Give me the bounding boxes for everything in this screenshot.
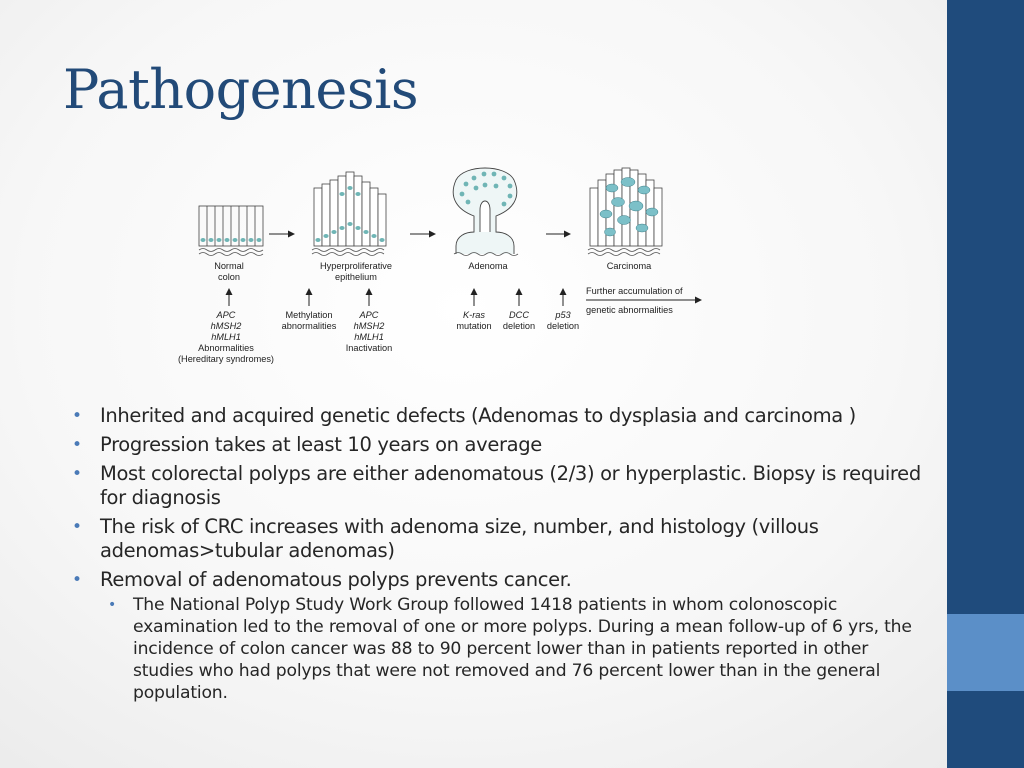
factor-hmlh1-label: hMLH1 — [211, 332, 241, 342]
factor-genetic-label: genetic abnormalities — [586, 305, 673, 315]
factor-p53-label: p53 — [555, 310, 571, 320]
sidebar-accent-block — [947, 614, 1024, 691]
factor-dcc-deletion-label: deletion — [502, 321, 536, 331]
factor-methylation-abn-label: abnormalities — [281, 321, 337, 331]
adenoma-illustration — [453, 168, 518, 256]
bullet-item-removal — [72, 568, 932, 704]
bullet-item: • Inherited and acquired genetic defects (Adenomas to dysplasia and carcinoma ) — [72, 404, 932, 428]
hyperproliferative-illustration — [312, 172, 386, 256]
bullet-list — [72, 404, 932, 709]
factor-hereditary-label: (Hereditary syndromes) — [178, 354, 274, 364]
stage-hyper-label-2: epithelium — [335, 272, 377, 282]
stage-normal-label-2: colon — [218, 272, 240, 282]
factor-inactivation-label: Inactivation — [345, 343, 393, 353]
stage-adenoma-label: Adenoma — [468, 261, 508, 271]
bullet-item: • The risk of CRC increases with adenoma size, number, and histology (villous adenomas>tubular adenomas) — [72, 515, 932, 563]
factor-dcc-label: DCC — [509, 310, 529, 320]
factor-kras-label: K-ras — [463, 310, 485, 320]
factor-further-label: Further accumulation of — [586, 286, 683, 296]
sub-bullet-item: • The National Polyp Study Work Group followed 1418 patients in whom colonoscopic examination led to the removal of one or more polyps. During a mean follow-up of 6 yrs, the incidence of colon cancer was 88 to 90 percent lower than in patients reported in other studies who had polyps that were not removed and 76 percent lower than in the general population. — [100, 594, 932, 704]
factor-apc-label: APC — [216, 310, 236, 320]
factor-apc2-label: APC — [359, 310, 379, 320]
normal-colon-illustration — [199, 206, 263, 256]
stage-hyper-label-1: Hyperproliferative — [320, 261, 392, 271]
carcinoma-illustration — [588, 168, 662, 256]
factor-methylation-label: Methylation — [285, 310, 333, 320]
stage-normal-label-1: Normal — [214, 261, 244, 271]
stage-carcinoma-label: Carcinoma — [606, 261, 652, 271]
bullet-item: • Progression takes at least 10 years on average — [72, 433, 932, 457]
pathogenesis-figure — [166, 158, 711, 376]
factor-abnormalities-label: Abnormalities — [198, 343, 254, 353]
bullet-item: • Most colorectal polyps are either adenomatous (2/3) or hyperplastic. Biopsy is required for diagnosis — [72, 462, 932, 510]
slide-title: Pathogenesis — [63, 58, 419, 121]
factor-kras-mutation-label: mutation — [456, 321, 492, 331]
factor-hmlh1-2-label: hMLH1 — [354, 332, 384, 342]
factor-hmsh2-2-label: hMSH2 — [353, 321, 385, 331]
factor-hmsh2-label: hMSH2 — [210, 321, 242, 331]
bullet-item-text: Removal of adenomatous polyps prevents cancer. — [100, 568, 572, 591]
sub-bullet-list — [100, 594, 932, 704]
factor-p53-deletion-label: deletion — [546, 321, 580, 331]
